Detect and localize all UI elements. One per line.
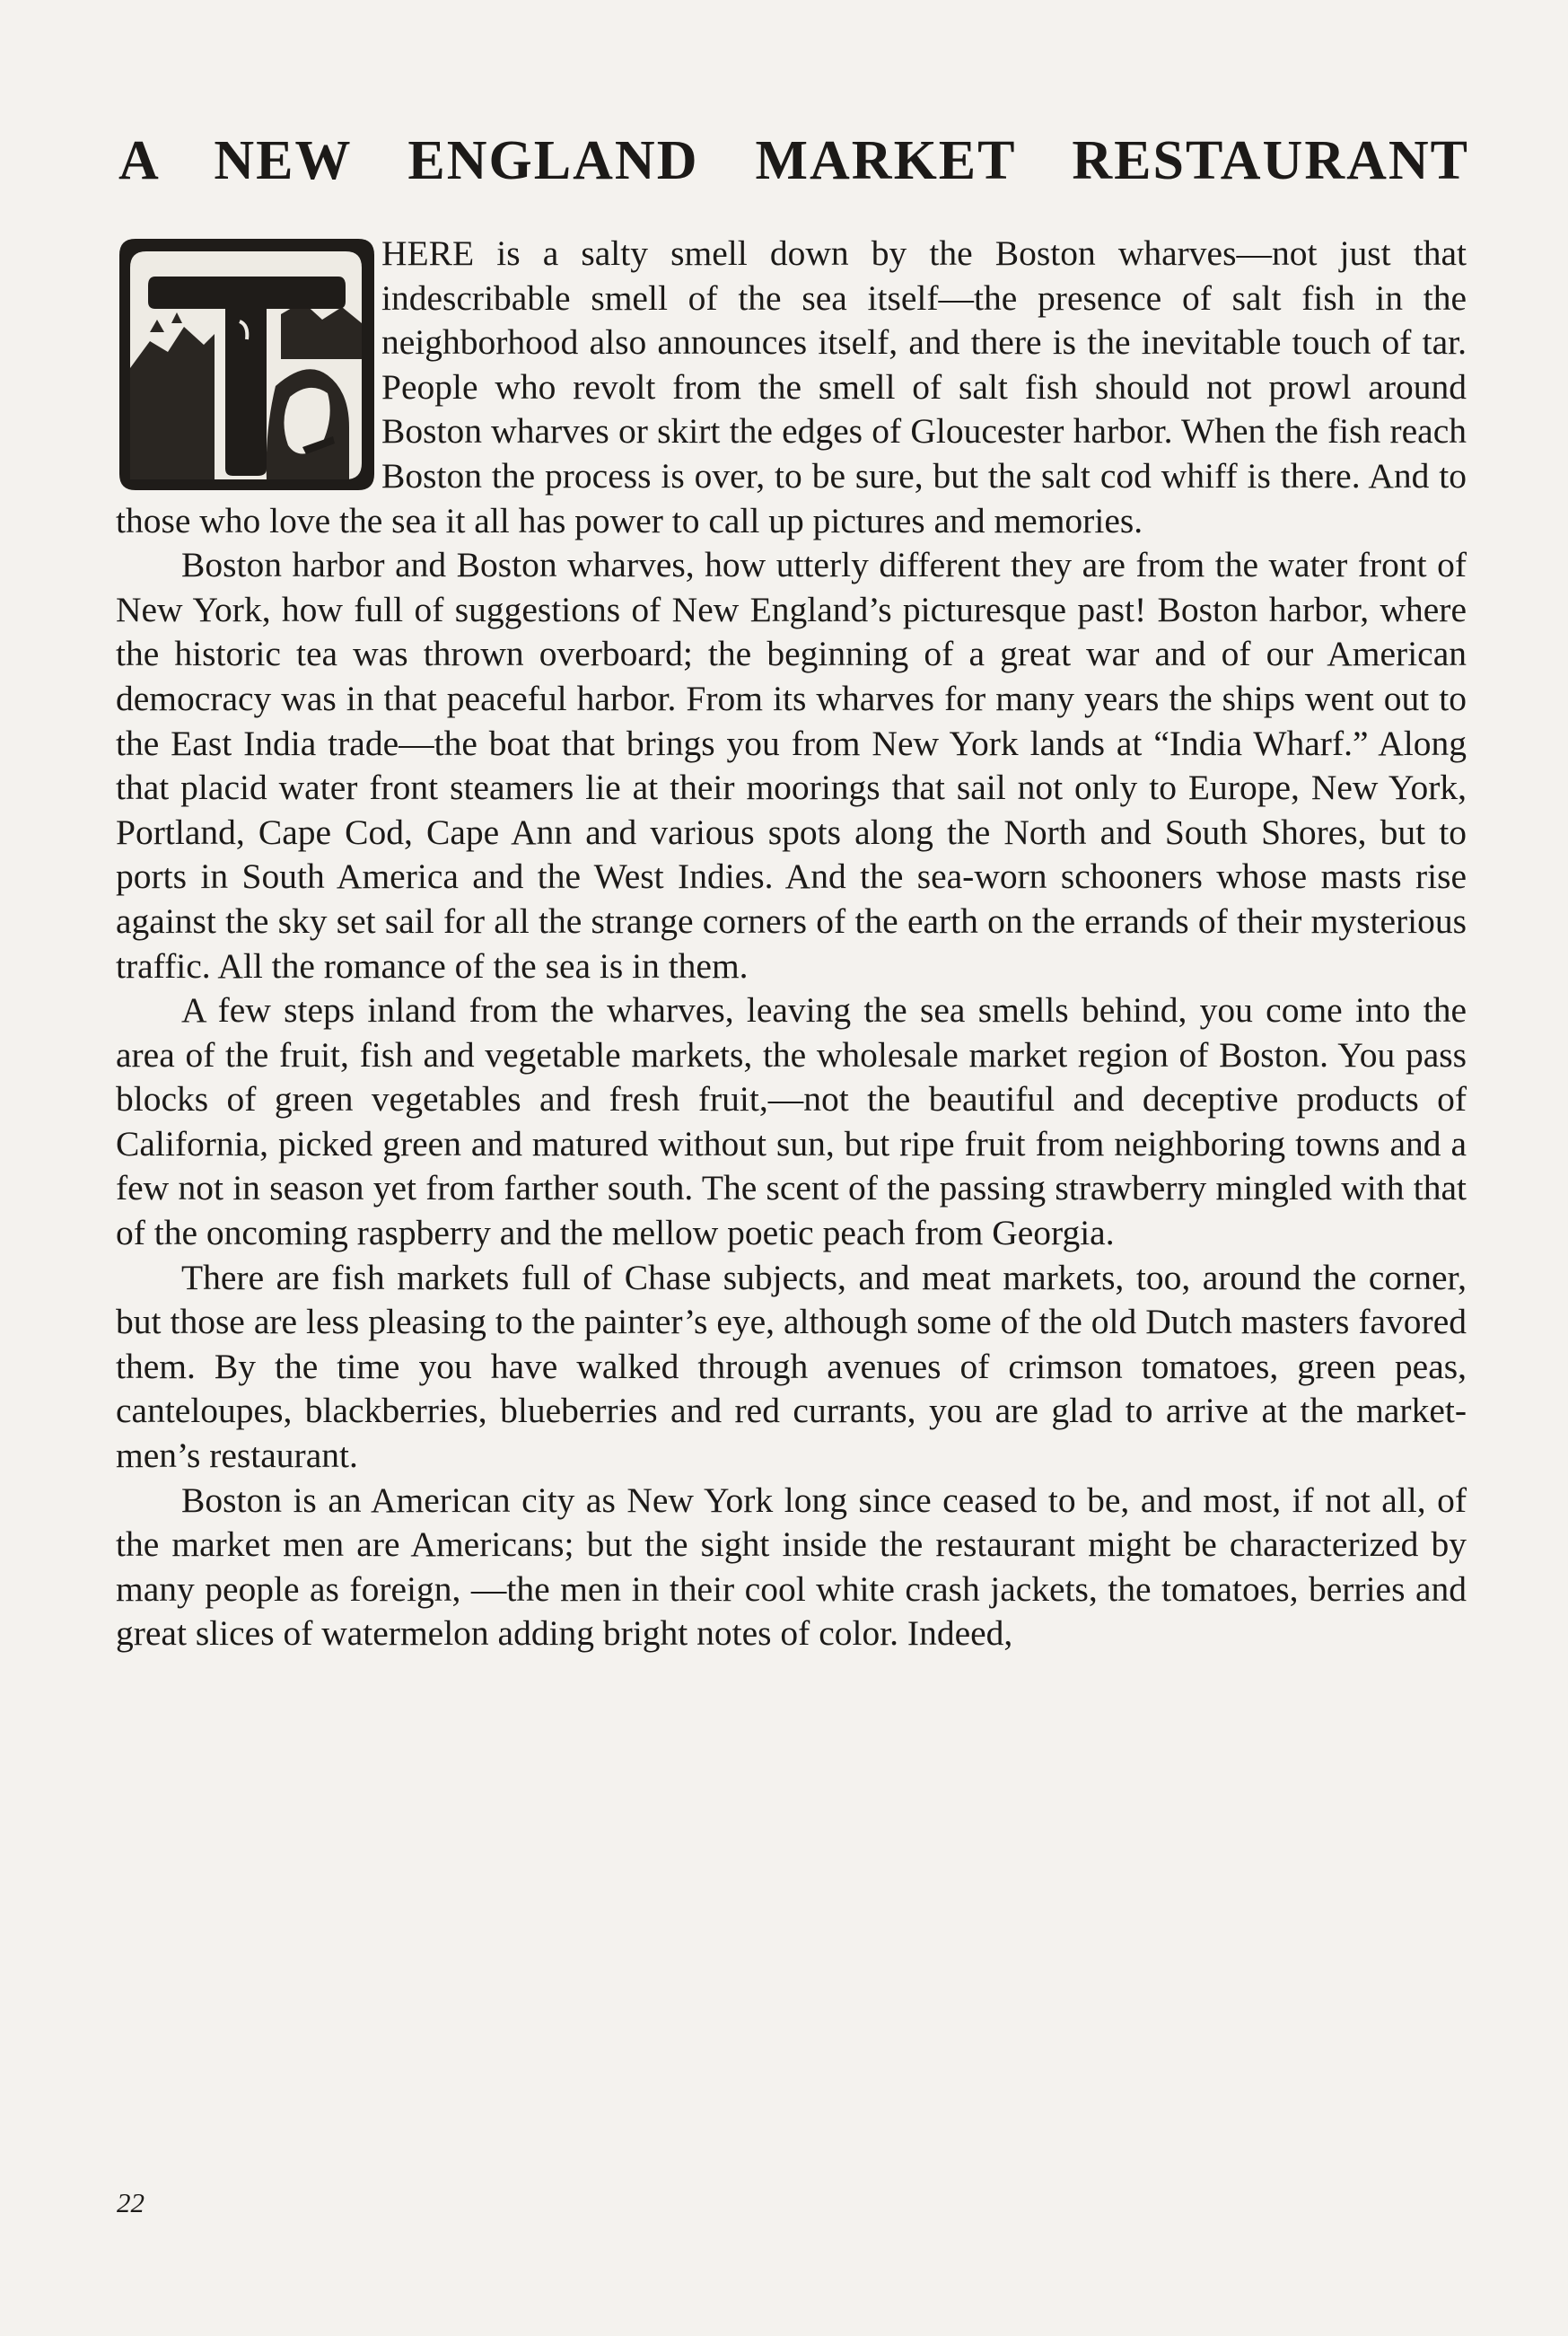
- paragraph-american-city: Boston is an American city as New York long since ceased to be, and most, if not all, of the market men are Americans; but the sight inside the restaurant might be characterized by many people as foreign, —the men in their cool white crash jackets, the tomatoes, berries and great slices of watermelon adding bright notes of color. Indeed,: [116, 1480, 1467, 1654]
- paragraph-fish-markets: There are fish markets full of Chase subjects, and meat markets, too, around the corner, but those are less pleasing to the painter’s eye, although some of the old Dutch masters favored them. By the time you have walked through avenues of crimson tomatoes, green peas, canteloupes, blackberries, blueberries and red currants, you are glad to arrive at the market-men’s restaurant.: [116, 1257, 1467, 1476]
- decorative-initial-t-illustration: [114, 233, 380, 496]
- page-title: A NEW ENGLAND MARKET RESTAURANT: [118, 130, 1469, 191]
- paragraph-markets: A few steps inland from the wharves, leaving the sea smells behind, you come into the area of the fruit, fish and vegetable markets, the wholesale market region of Boston. You pass blocks of green vegetables and fresh fruit,—not the beautiful and deceptive products of California, picked green and matured without sun, but ripe fruit from neighboring towns and a few not in season yet from farther south. The scent of the passing strawberry mingled with that of the oncoming raspberry and the mellow poetic peach from Georgia.: [116, 990, 1467, 1253]
- opening-paragraph: [116, 232, 1467, 543]
- paragraph-harbor: Boston harbor and Boston wharves, how utterly different they are from the water front of New York, how full of suggestions of New England’s picturesque past! Boston harbor, where the historic tea was thrown overboard; the beginning of a great war and of our American democracy was in that peaceful harbor. From its wharves for many years the ships went out to the East India trade—the boat that brings you from New York lands at “India Wharf.” Along that placid water front steamers lie at their moorings that sail not only to Europe, New York, Portland, Cape Cod, Cape Ann and various spots along the North and South Shores, but to ports in South America and the West Indies. And the sea-worn schooners whose masts rise against the sky set sail for all the strange corners of the earth on the errands of their mysterious traffic. All the romance of the sea is in them.: [116, 545, 1467, 986]
- opening-paragraph-text: HERE is a salty smell down by the Boston wharves—not just that indescribable smell of the sea itself—the presence of salt fish in the neighborhood also announces itself, and there is the inevitable touch of tar. People who revolt from the smell of salt fish should not prowl around Boston wharves or skirt the edges of Gloucester harbor. When the fish reach Boston the process is over, to be sure, but the salt cod whiff is there. And to those who love the sea it all has power to call up pictures and memories.: [116, 233, 1467, 540]
- decorative-initial-t: [114, 233, 381, 496]
- page-number: 22: [117, 2187, 145, 2218]
- body-text: [116, 232, 1467, 1656]
